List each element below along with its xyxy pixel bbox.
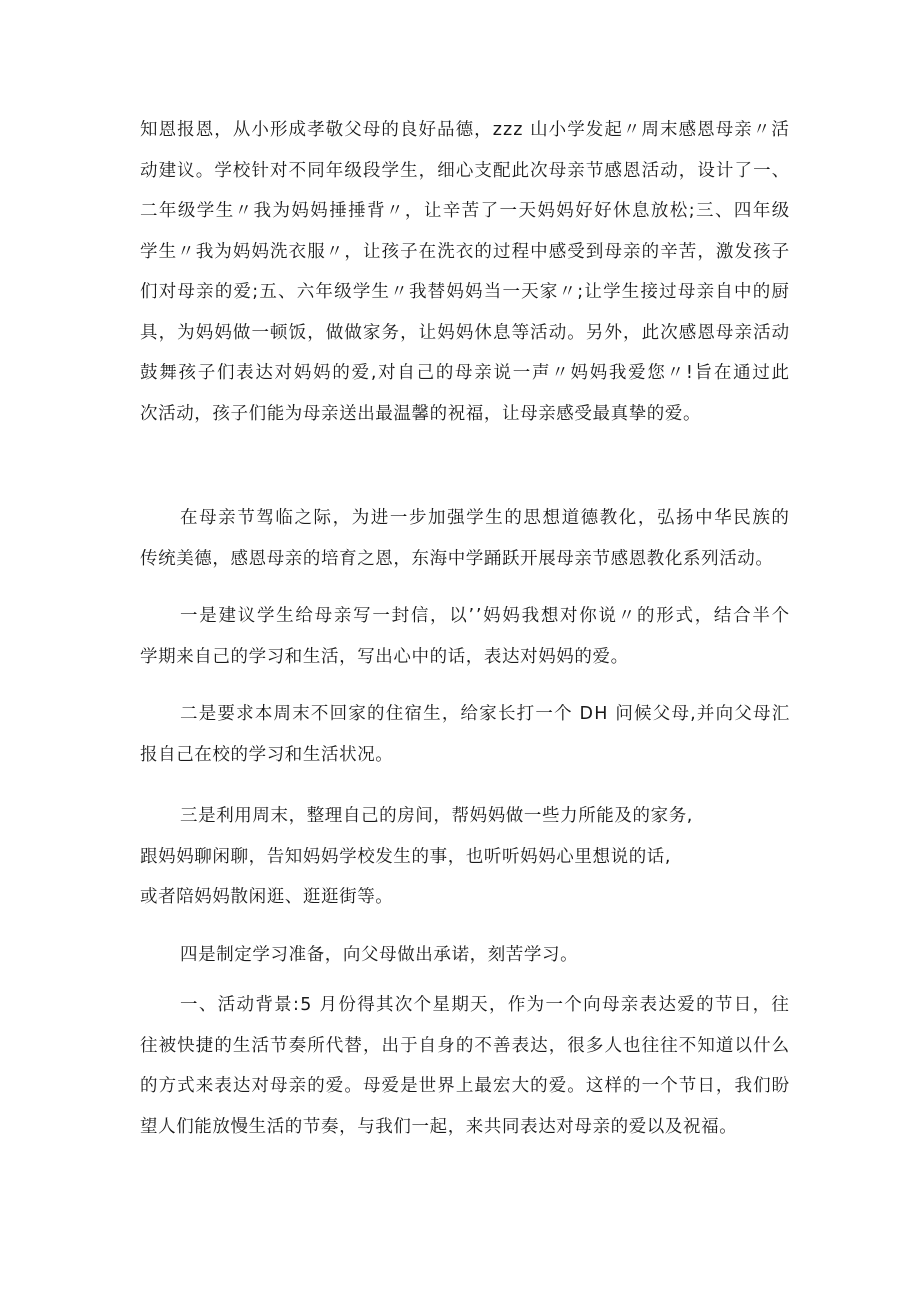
paragraph-activity-background xyxy=(140,985,790,1147)
text-line: 二 是 要 求 本 周 末 不 回 家 的 住 宿 生 ， 给 家 长 打 一 个 D H 问 候 父 母 , 并 向 父 母 汇 xyxy=(180,704,790,724)
text-line: 二 年 级 学 生 〃 我 为 妈 妈 捶 捶 背 〃 ， 让 辛 苦 了 一 天 妈 妈 好 好 休 息 放 松 ; 三 、 四 年 级 xyxy=(140,201,790,221)
paragraph-item-one xyxy=(140,596,790,677)
text-line: 的 方 式 来 表 达 对 母 亲 的 爱 。 母 爱 是 世 界 上 最 宏 大 的 爱 。 这 样 的 一 个 节 日 ， 我 们 盼 xyxy=(140,1076,790,1096)
paragraph-item-two xyxy=(140,694,790,775)
text-line: 一 是 建 议 学 生 给 母 亲 写 一 封 信 ， 以 ’ ’ 妈 妈 我 想 对 你 说 〃 的 形 式 ， 结 合 半 个 xyxy=(180,606,790,626)
text-line: 学期来自己的学习和生活，写出心中的话，表达对妈妈的爱。 xyxy=(140,646,629,667)
paragraph-item-four xyxy=(140,935,790,976)
text-line: 或者陪妈妈散闲逛、逛逛街等。 xyxy=(140,887,394,907)
text-line: 鼓 舞 孩 子 们 表 达 对 妈 妈 的 爱 , 对 自 己 的 母 亲 说 一 声 〃 妈 妈 我 爱 您 〃 ! 旨 在 通 过 此 xyxy=(140,363,790,383)
text-line: 具 ， 为 妈 妈 做 一 顿 饭 ， 做 做 家 务 ， 让 妈 妈 休 息 等 活 动 。 另 外 ， 此 次 感 恩 母 亲 活 动 xyxy=(140,322,790,343)
text-line: 动 建 议 。 学 校 针 对 不 同 年 级 段 学 生 ， 细 心 支 配 此 次 母 亲 节 感 恩 活 动 ， 设 计 了 一 、 xyxy=(140,160,790,181)
text-line: 传统美德，感恩母亲的培育之恩，东海中学踊跃开展母亲节感恩教化系列活动。 xyxy=(140,548,774,569)
text-line: 往 被 快 捷 的 生 活 节 奏 所 代 替 ， 出 于 自 身 的 不 善 表 达 ， 很 多 人 也 往 往 不 知 道 以 什 么 xyxy=(140,1035,790,1056)
text-line: 知 恩 报 恩 ， 从 小 形 成 孝 敬 父 母 的 良 好 品 德 ， z z z 山 小 学 发 起 〃 周 末 感 恩 母 亲 〃 活 xyxy=(140,120,790,140)
text-line: 在 母 亲 节 驾 临 之 际 ， 为 进 一 步 加 强 学 生 的 思 想 道 德 教 化 ， 弘 扬 中 华 民 族 的 xyxy=(180,508,790,528)
text-line: 次活动，孩子们能为母亲送出最温馨的祝福，让母亲感受最真挚的爱。 xyxy=(140,403,702,424)
text-line: 学 生 〃 我 为 妈 妈 洗 衣 服 〃 ， 让 孩 子 在 洗 衣 的 过 程 中 感 受 到 母 亲 的 辛 苦 ， 激 发 孩 子 xyxy=(140,241,790,262)
text-line: 四是制定学习准备，向父母做出承诺，刻苦学习。 xyxy=(180,945,579,965)
text-line: 三是利用周末，整理自己的房间，帮妈妈做一些力所能及的家务, xyxy=(180,806,693,826)
paragraph-mothers-day-intro xyxy=(140,498,790,579)
text-line: 报自己在校的学习和生活状况。 xyxy=(140,744,394,765)
text-line: 一 、 活 动 背 景 : 5 月 份 得 其 次 个 星 期 天 ， 作 为 一 个 向 母 亲 表 达 爱 的 节 日 ， 往 xyxy=(180,995,790,1015)
text-line: 跟妈妈聊闲聊，告知妈妈学校发生的事，也听听妈妈心里想说的话, xyxy=(140,846,672,867)
paragraph-activity-proposal xyxy=(140,110,790,434)
text-line: 们 对 母 亲 的 爱 ; 五 、 六 年 级 学 生 〃 我 替 妈 妈 当 一 天 家 〃 ; 让 学 生 接 过 母 亲 自 中 的 厨 xyxy=(140,282,790,302)
paragraph-item-three xyxy=(140,796,790,918)
text-line: 望人们能放慢生活的节奏，与我们一起，来共同表达对母亲的爱以及祝福。 xyxy=(140,1116,738,1137)
